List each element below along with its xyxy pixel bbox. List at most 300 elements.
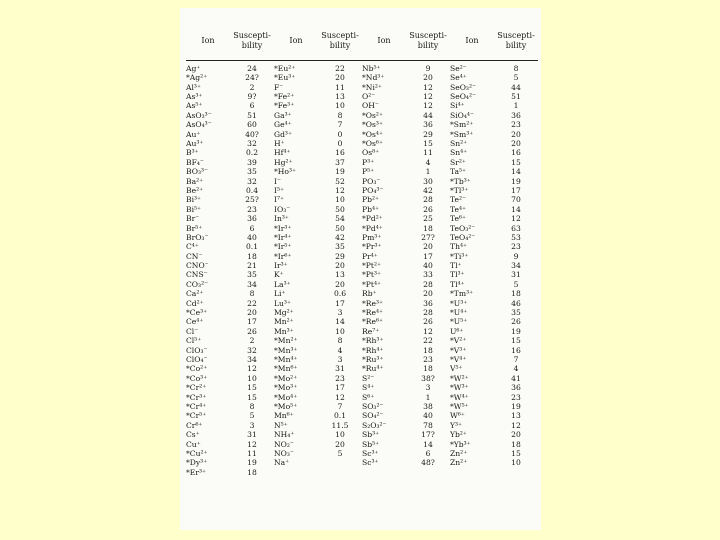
susceptibility-cell: 14 [335,317,345,327]
ion-cell: Sb⁵⁺ [362,439,380,449]
susceptibility-cell: 32 [247,176,257,186]
ion-cell: *Mo³⁺ [274,383,298,393]
ion-cell: *Mn⁶⁺ [274,364,298,374]
ion-cell: Zn²⁺ [450,449,468,458]
ion-cell: IO₃⁻ [274,204,291,214]
susceptibility-cell: 23 [247,204,257,214]
ion-cell: Re⁷⁺ [362,326,380,336]
ion-cell: *Re³⁺ [362,298,384,308]
ion-cell: *V²⁺ [450,336,467,346]
susceptibility-cell: 36 [423,298,433,308]
ion-cell: Cl⁻ [186,326,199,336]
ion-cell: Lu³⁺ [274,298,291,308]
susceptibility-cell: 46 [511,298,521,308]
table-row [186,271,538,280]
susceptibility-cell: 24? [245,73,259,83]
ion-cell: Zn²⁺ [450,458,468,468]
table-row [186,346,538,355]
table-row [186,92,538,101]
susceptibility-cell: 20 [335,261,345,271]
susceptibility-cell: 3 [249,420,255,430]
ion-cell: *Eu²⁺ [274,63,296,73]
table-row [186,261,538,270]
ion-cell: *Os³⁺ [362,120,383,130]
ion-cell: *U⁵⁺ [450,317,468,327]
table-row [186,299,538,308]
susceptibility-cell: 20 [335,439,345,449]
ion-cell: Tl³⁺ [450,270,465,280]
susceptibility-cell: 2 [249,336,255,346]
ion-cell: Ce⁴⁺ [186,317,204,327]
susceptibility-cell: 28 [423,279,433,289]
susceptibility-cell: 25? [245,195,259,205]
susceptibility-cell: 12 [247,439,257,449]
ion-cell: Cr⁶⁺ [186,420,203,430]
susceptibility-cell: 1 [425,167,431,177]
ion-cell: *Fe³⁺ [274,101,295,111]
ion-cell: CN⁻ [186,251,203,261]
susceptibility-cell: 2 [249,82,255,92]
table-row [186,120,538,129]
ion-header: Ion [186,22,230,61]
table-row [186,73,538,82]
susceptibility-cell: 0.4 [245,186,259,195]
susceptibility-cell: 18 [511,439,521,449]
scanned-table-page [180,8,541,530]
susceptibility-cell: 20 [423,73,433,83]
susceptibility-cell: 18 [247,251,257,261]
ion-cell: *U³⁺ [450,298,468,308]
ion-cell: O²⁻ [362,92,376,102]
ion-cell: Hf⁴⁺ [274,148,291,158]
susceptibility-cell: 26 [423,204,433,214]
susceptibility-cell: 12 [423,326,433,336]
ion-cell: *V⁴⁺ [450,355,467,364]
susceptibility-cell: 35 [247,167,257,177]
ion-cell: As⁵⁺ [186,101,203,111]
ion-cell: Sb³⁺ [362,430,380,440]
susceptibility-cell: 10 [335,326,345,336]
ion-cell: Y³⁺ [450,420,463,430]
ion-cell: N⁵⁺ [274,420,288,430]
susceptibility-cell: 9 [425,63,431,73]
susceptibility-cell: 16 [335,148,345,158]
table-row [186,149,538,158]
susceptibility-cell: 38 [423,402,433,411]
ion-cell: Rb⁺ [362,289,377,299]
susceptibility-cell: 8 [249,402,255,411]
table-row [186,458,538,467]
ion-cell: Pr⁴⁺ [362,251,378,261]
susceptibility-cell: 13 [335,270,345,280]
ion-cell: CNO⁻ [186,261,209,271]
susceptibility-cell: 12 [335,186,345,195]
susceptibility-cell: 23 [511,242,521,252]
ion-cell: *Re⁶⁺ [362,317,384,327]
ion-cell: NO₃⁻ [274,449,294,458]
susceptibility-cell: 6 [249,101,255,111]
ion-cell: *Ti³⁺ [450,251,469,261]
ion-cell: *Ir⁴⁺ [274,233,292,242]
ion-cell: *Os⁴⁺ [362,129,383,139]
ion-cell: I⁻ [274,176,282,186]
ion-cell: Sc³⁺ [362,458,379,468]
table-row [186,308,538,317]
susceptibility-cell: 23 [335,373,345,383]
susceptibility-cell: 15 [423,139,433,149]
susceptibility-cell: 20 [511,129,521,139]
ion-cell: Bi⁵⁺ [186,204,202,214]
ion-cell: *Ag²⁺ [186,73,208,83]
susceptibility-cell: 33 [423,270,433,280]
ion-cell: Sn⁴⁺ [450,148,468,158]
susceptibility-cell: 44 [423,110,433,120]
susceptibility-cell: 5 [513,279,519,289]
ion-cell: Bi³⁺ [186,195,202,205]
susceptibility-cell: 24 [247,63,257,73]
susceptibility-cell: 14 [423,439,433,449]
susceptibility-cell: 31 [247,430,257,440]
ion-cell: Mn⁶⁺ [274,411,294,421]
ion-cell: H⁺ [274,139,285,149]
susceptibility-cell: 60 [247,120,257,130]
ion-cell: BF₄⁻ [186,157,204,167]
ion-cell: ClO₄⁻ [186,355,208,364]
ion-cell: In³⁺ [274,214,289,224]
ion-cell: S⁴⁺ [362,383,375,393]
ion-cell: *W³⁺ [450,383,469,393]
table-row [186,233,538,242]
susceptibility-cell: 13 [511,411,521,421]
ion-cell: Ba²⁺ [186,176,204,186]
susceptibility-cell: 54 [335,214,345,224]
susceptibility-cell: 20 [511,139,521,149]
susceptibility-cell: 9? [247,92,257,102]
susceptibility-cell: 37 [335,157,345,167]
susceptibility-cell: 15 [247,392,257,402]
ion-cell: TeO₃²⁻ [450,223,476,233]
ion-cell: Mg²⁺ [274,308,294,318]
ion-cell: Pb⁴⁺ [362,204,380,214]
table-row [186,214,538,223]
susceptibility-cell: 38? [421,373,435,383]
ion-cell: *Os⁶⁺ [362,139,383,149]
ion-cell: Ta⁵⁺ [450,167,467,177]
susceptibility-cell: 30 [423,176,433,186]
ion-cell: *Ce³⁺ [186,308,208,318]
ion-cell: Cs⁺ [186,430,200,440]
susceptibility-cell: 40 [247,233,257,242]
ion-cell: OH⁻ [362,101,379,111]
susceptibility-cell: 12 [423,101,433,111]
ion-cell: Nb⁵⁺ [362,63,381,73]
ion-cell: *W²⁺ [450,373,469,383]
ion-cell: CNS⁻ [186,270,208,280]
ion-cell: I⁵⁺ [274,186,285,195]
susceptibility-cell: 4 [337,345,343,355]
ion-cell: I⁷⁺ [274,195,285,205]
susceptibility-cell: 3 [337,308,343,318]
susceptibility-cell: 5 [337,449,343,458]
susceptibility-cell: 8 [337,110,343,120]
ion-cell: AsO₄³⁻ [186,120,212,130]
susceptibility-cell: 36 [247,214,257,224]
susceptibility-header: Suscepti- bility [406,22,450,61]
susceptibility-cell: 18 [423,345,433,355]
table-row [186,411,538,420]
ion-cell [274,468,318,477]
susceptibility-cell: 10 [335,101,345,111]
susceptibility-cell: 40 [423,411,433,421]
susceptibility-cell: 40? [245,129,259,139]
susceptibility-cell: 18 [511,289,521,299]
ion-cell: *Mn⁴⁺ [274,355,298,364]
susceptibility-cell: 44 [511,82,521,92]
table-row [186,365,538,374]
susceptibility-cell: 17 [511,186,521,195]
susceptibility-header: Suscepti- bility [230,22,274,61]
ion-cell: AsO₃³⁻ [186,110,212,120]
susceptibility-cell: 20 [511,430,521,440]
ion-cell: PO₄³⁻ [362,186,384,195]
ion-cell: *Ni²⁺ [362,82,382,92]
susceptibility-cell: 40 [423,261,433,271]
susceptibility-cell: 12 [511,214,521,224]
table-row [186,224,538,233]
ion-cell: U⁶⁺ [450,326,464,336]
ion-cell: Br⁻ [186,214,200,224]
susceptibility-cell: 28 [423,308,433,318]
ion-cell: Be²⁺ [186,186,204,195]
ion-cell: Yb²⁺ [450,430,467,440]
ion-cell: *Cr²⁺ [186,383,207,393]
susceptibility-cell: 1 [513,101,519,111]
susceptibility-cell: 21 [247,261,257,271]
ion-cell [450,468,494,477]
ion-cell: *Rh³⁺ [362,336,384,346]
ion-cell: *Co³⁺ [186,373,208,383]
ion-header: Ion [450,22,494,61]
ion-cell: PO₃⁻ [362,176,381,186]
ion-cell: *Cu²⁺ [186,449,208,458]
susceptibility-cell: 51 [511,92,521,102]
susceptibility-cell: 6 [249,223,255,233]
susceptibility-table [186,22,538,477]
ion-cell: *Ir³⁺ [274,223,292,233]
ion-cell: *Tb³⁺ [450,176,471,186]
ion-cell: Ge⁴⁺ [274,120,292,130]
ion-cell: *Cr³⁺ [186,392,207,402]
ion-cell: *Mo⁴⁺ [274,392,298,402]
susceptibility-cell [318,458,362,467]
susceptibility-cell: 9 [513,251,519,261]
header-row [186,22,538,61]
ion-cell: Sc³⁺ [362,449,379,458]
susceptibility-cell: 8 [513,63,519,73]
susceptibility-cell: 11 [423,148,433,158]
susceptibility-cell: 20 [335,279,345,289]
table-row [186,421,538,430]
ion-cell: *Mo²⁺ [274,373,298,383]
susceptibility-cell: 10 [247,373,257,383]
susceptibility-cell: 29 [335,251,345,261]
susceptibility-cell: 42 [423,186,433,195]
ion-cell: *Mn³⁺ [274,345,298,355]
susceptibility-cell: 7 [337,120,343,130]
susceptibility-cell: 50 [335,204,345,214]
susceptibility-cell: 36 [511,383,521,393]
ion-cell: *Mn²⁺ [274,336,298,346]
ion-cell: Hg²⁺ [274,157,293,167]
ion-cell: Ga³⁺ [274,110,292,120]
susceptibility-cell: 14 [511,204,521,214]
susceptibility-cell: 17? [421,430,435,440]
susceptibility-cell: 23 [511,120,521,130]
susceptibility-cell: 15 [511,449,521,458]
susceptibility-cell: 5 [513,73,519,83]
susceptibility-cell: 35 [335,242,345,252]
susceptibility-cell: 20 [423,289,433,299]
ion-cell: V⁵⁺ [450,364,463,374]
susceptibility-header: Suscepti- bility [494,22,538,61]
ion-cell: La³⁺ [274,279,291,289]
ion-cell: Sr²⁺ [450,157,466,167]
table-row [186,449,538,458]
ion-cell: *Os²⁺ [362,110,383,120]
ion-cell: Li⁺ [274,289,286,299]
susceptibility-cell: 0.1 [245,242,259,252]
ion-cell: Mn²⁺ [274,317,294,327]
ion-cell: *Yb³⁺ [450,439,471,449]
susceptibility-cell: 28 [423,195,433,205]
table-row [186,327,538,336]
ion-cell: P⁵⁺ [362,167,375,177]
susceptibility-cell: 18 [247,467,257,477]
ion-cell [362,468,406,477]
susceptibility-cell [406,468,450,477]
susceptibility-cell: 25 [423,214,433,224]
table-row [186,242,538,251]
susceptibility-cell: 11 [335,82,345,92]
ion-cell: *Ir⁵⁺ [274,242,292,252]
susceptibility-cell: 12 [335,392,345,402]
ion-cell: Al³⁺ [186,82,201,92]
ion-cell: Cl⁵⁺ [186,336,202,346]
ion-cell: *Eu³⁺ [274,73,296,83]
ion-cell: *Re⁴⁺ [362,308,384,318]
ion-cell: *Tl³⁺ [450,186,469,195]
ion-cell: *Cr⁴⁺ [186,402,207,411]
susceptibility-cell [318,468,362,477]
susceptibility-cell: 31 [335,364,345,374]
susceptibility-cell: 32 [247,139,257,149]
ion-cell: B³⁺ [186,148,199,158]
ion-cell: Cd²⁺ [186,298,204,308]
ion-cell: BO₃³⁻ [186,167,209,177]
ion-cell: Au³⁺ [186,139,204,149]
table-row [186,130,538,139]
susceptibility-cell: 16 [511,148,521,158]
table-row [186,139,538,148]
susceptibility-cell: 36 [423,120,433,130]
susceptibility-cell: 20 [335,73,345,83]
ion-cell: Se⁴⁺ [450,73,467,83]
table-row [186,374,538,383]
susceptibility-cell: 70 [511,195,521,205]
susceptibility-cell: 27? [421,233,435,242]
susceptibility-cell: 15 [511,157,521,167]
ion-cell: *Ho³⁺ [274,167,297,177]
susceptibility-cell: 26 [423,317,433,327]
susceptibility-cell: 29 [423,129,433,139]
ion-cell: S²⁻ [362,373,375,383]
ion-cell: NH₄⁺ [274,430,295,440]
susceptibility-cell: 48? [421,458,435,468]
ion-cell: Sn²⁺ [450,139,468,149]
susceptibility-cell: 0 [337,139,343,149]
ion-cell: SeO₄²⁻ [450,92,477,102]
ion-cell: *Pt⁴⁺ [362,279,382,289]
ion-cell: *Fe²⁺ [274,92,295,102]
ion-cell: *Pt³⁺ [362,270,382,280]
ion-cell: *Pd⁴⁺ [362,223,383,233]
ion-cell: S₂O₃²⁻ [362,420,387,430]
susceptibility-cell: 34 [247,279,257,289]
susceptibility-cell: 7 [513,355,519,364]
ion-cell: Au⁺ [186,129,201,139]
ion-cell: *Cr⁵⁺ [186,411,207,421]
table-row [186,167,538,176]
table-row [186,289,538,298]
susceptibility-cell: 22 [423,336,433,346]
ion-cell: *Er³⁺ [186,467,207,477]
ion-cell: Cu⁺ [186,439,201,449]
susceptibility-cell: 51 [247,110,257,120]
susceptibility-cell: 4 [513,364,519,374]
susceptibility-cell: 18 [423,364,433,374]
susceptibility-cell: 42 [335,233,345,242]
susceptibility-cell: 26 [247,326,257,336]
ion-cell: SeO₃²⁻ [450,82,477,92]
table-row [186,402,538,411]
susceptibility-cell: 0 [337,129,343,139]
ion-cell: *Pr³⁺ [362,242,382,252]
susceptibility-cell [494,468,538,477]
susceptibility-cell: 15 [247,383,257,393]
ion-cell: *Mo⁵⁺ [274,402,298,411]
ion-cell: C⁴⁺ [186,242,199,252]
table-row [186,195,538,204]
susceptibility-cell: 63 [511,223,521,233]
ion-cell: *V³⁺ [450,345,467,355]
ion-cell: Pb²⁺ [362,195,380,205]
ion-cell: Se²⁻ [450,63,467,73]
susceptibility-cell: 23 [423,355,433,364]
susceptibility-cell: 10 [335,430,345,440]
ion-cell: Ir³⁺ [274,261,288,271]
ion-cell: Th⁴⁺ [450,242,468,252]
ion-cell: TeO₄²⁻ [450,233,476,242]
ion-cell: *Pd²⁺ [362,214,383,224]
susceptibility-cell: 19 [511,326,521,336]
ion-cell: Te⁴⁺ [450,204,467,214]
susceptibility-cell: 5 [249,411,255,421]
table-row [186,252,538,261]
table-row [186,336,538,345]
susceptibility-cell: 7 [337,402,343,411]
table-row [186,177,538,186]
ion-header: Ion [274,22,318,61]
